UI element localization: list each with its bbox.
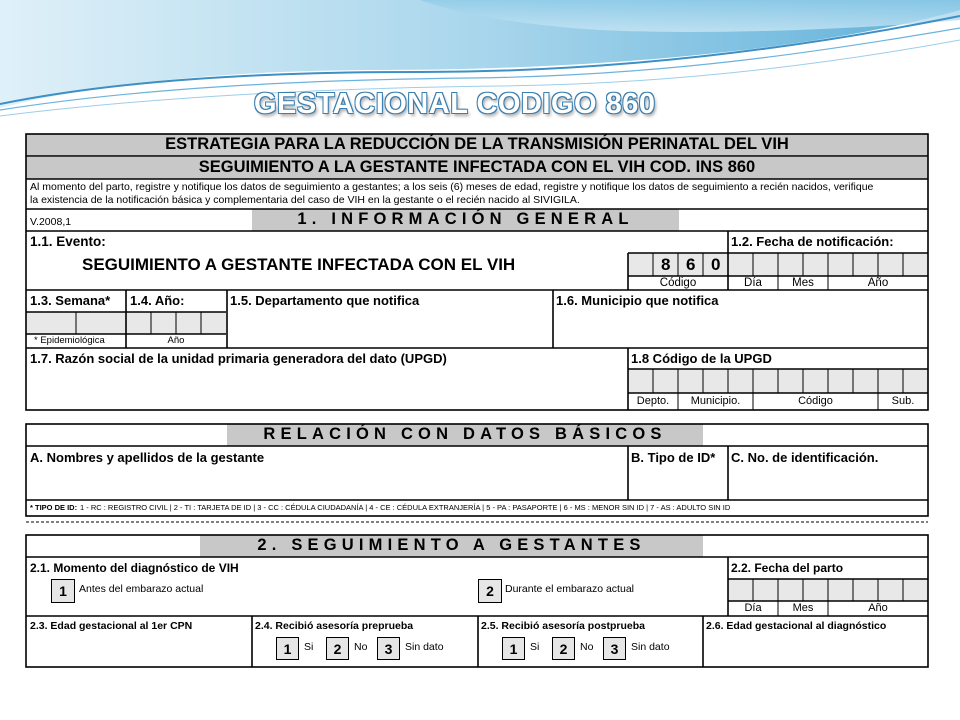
tipo-id-options: 1 - RC : REGISTRO CIVIL | 2 - TI : TARJETA DE ID | 3 - CC : CÉDULA CIUDADANÍA | 4 - CE : CÉDULA EXTRANJERÍA | 5 - PA : PASAPORTE | 6 - MS : MENOR SIN ID | 7 - AS : ADULTO SIN ID	[80, 503, 731, 512]
postprueba-si-label: Si	[530, 641, 540, 653]
anio-caption: Año	[867, 277, 889, 289]
parto-mes-caption: Mes	[792, 602, 814, 614]
preprueba-sin-dato-box[interactable]: 3	[377, 637, 400, 660]
epidemiologica-caption: * Epidemiológica	[34, 335, 105, 346]
slide-title: GESTACIONAL CODIGO 860	[254, 88, 656, 120]
tipo-id-prefix: * TIPO DE ID:	[30, 503, 78, 512]
anio-label: 1.4. Año:	[130, 293, 185, 308]
mes-caption: Mes	[792, 277, 814, 289]
municipio-caption: Municipio.	[690, 395, 741, 407]
municipio-label: 1.6. Municipio que notifica	[556, 293, 719, 308]
option-durante-label: Durante el embarazo actual	[505, 583, 634, 595]
codigo-caption: Código	[659, 277, 697, 289]
sub-caption: Sub.	[891, 395, 915, 407]
instructions-line-2: la existencia de la notificación básica y complementaria del caso de VIH en la gestante o el recién nacido al SIVIGILA.	[30, 194, 580, 206]
parto-anio-caption: Año	[868, 602, 888, 614]
instructions-line-1: Al momento del parto, registre y notifique los datos de seguimiento a gestantes; a los seis (6) meses de edad, registre y notifique los datos de seguimiento a recién nacidos, verifique	[30, 181, 874, 193]
form-version: V.2008,1	[30, 216, 72, 228]
postprueba-sin-dato-label: Sin dato	[631, 641, 670, 653]
relacion-section-title: RELACIÓN CON DATOS BÁSICOS	[263, 425, 667, 443]
preprueba-si-box[interactable]: 1	[276, 637, 299, 660]
depto-caption: Depto.	[636, 395, 670, 407]
semana-label: 1.3. Semana*	[30, 293, 111, 308]
codigo-upgd-label: 1.8 Código de la UPGD	[631, 351, 772, 366]
codigo-digit: 6	[686, 255, 696, 274]
postprueba-si-box[interactable]: 1	[502, 637, 525, 660]
tipo-id-label: B. Tipo de ID*	[631, 450, 716, 465]
codigo-digit: 8	[661, 255, 671, 274]
codigo-digit: 0	[711, 255, 721, 274]
asesoria-postprueba-label: 2.5. Recibió asesoría postprueba	[481, 620, 645, 632]
edad-cpn-label: 2.3. Edad gestacional al 1er CPN	[30, 620, 193, 632]
option-box[interactable]: 1	[51, 579, 75, 603]
option-box[interactable]: 2	[478, 579, 502, 603]
fecha-notificacion-label: 1.2. Fecha de notificación:	[731, 234, 894, 249]
nombres-label: A. Nombres y apellidos de la gestante	[30, 450, 265, 465]
preprueba-sin-dato-label: Sin dato	[405, 641, 444, 653]
evento-label: 1.1. Evento:	[30, 234, 106, 249]
postprueba-no-label: No	[580, 641, 594, 653]
parto-dia-caption: Día	[744, 602, 762, 614]
fecha-parto-label: 2.2. Fecha del parto	[731, 561, 844, 575]
preprueba-no-label: No	[354, 641, 368, 653]
razon-social-label: 1.7. Razón social de la unidad primaria generadora del dato (UPGD)	[30, 351, 447, 366]
anio-small-caption: Año	[167, 335, 185, 346]
section-1-title: 1. INFORMACIÓN GENERAL	[297, 210, 634, 228]
form-header-subtitle: SEGUIMIENTO A LA GESTANTE INFECTADA CON EL VIH COD. INS 860	[198, 158, 756, 176]
preprueba-no-box[interactable]: 2	[326, 637, 349, 660]
codigo-upgd-caption: Código	[798, 395, 833, 407]
option-antes-label: Antes del embarazo actual	[79, 583, 204, 595]
postprueba-no-box[interactable]: 2	[552, 637, 575, 660]
postprueba-sin-dato-box[interactable]: 3	[603, 637, 626, 660]
dia-caption: Día	[744, 277, 762, 289]
departamento-label: 1.5. Departamento que notifica	[230, 293, 420, 308]
momento-diagnostico-label: 2.1. Momento del diagnóstico de VIH	[30, 561, 239, 575]
section-2-title: 2. SEGUIMIENTO A GESTANTES	[257, 536, 646, 554]
evento-value: SEGUIMIENTO A GESTANTE INFECTADA CON EL VIH	[82, 255, 516, 274]
asesoria-preprueba-label: 2.4. Recibió asesoría preprueba	[255, 620, 414, 632]
preprueba-si-label: Si	[304, 641, 314, 653]
edad-diagnostico-label: 2.6. Edad gestacional al diagnóstico	[706, 620, 887, 632]
form-header-title: ESTRATEGIA PARA LA REDUCCIÓN DE LA TRANSMISIÓN PERINATAL DEL VIH	[165, 135, 789, 153]
numero-id-label: C. No. de identificación.	[731, 450, 879, 465]
